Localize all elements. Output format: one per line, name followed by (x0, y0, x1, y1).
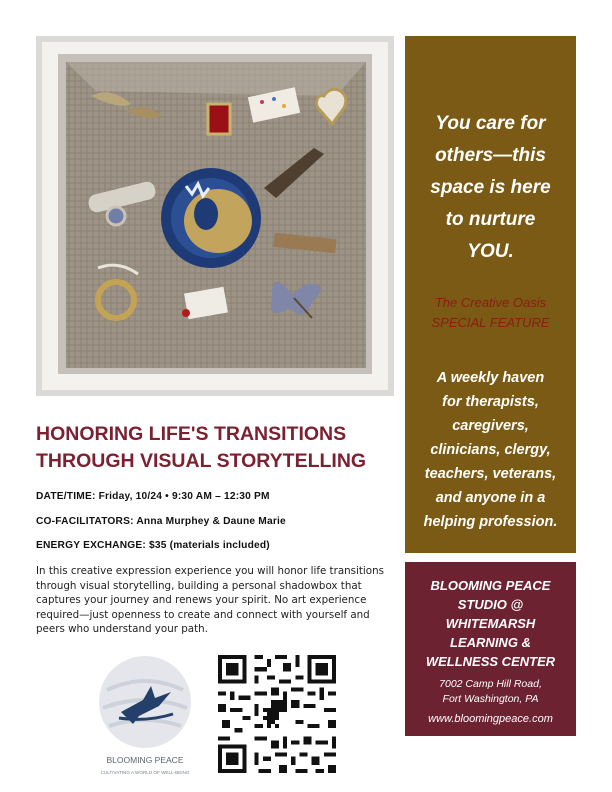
description: In this creative expression experience you will honor life transitions through visual storytelling, building a personal shadowbox that captures your journey and renews your spirit. No art experience required—just openness to create and connect with yourself and peers who understand your path. (36, 565, 384, 636)
studio-name: BLOOMING PEACE STUDIO @ WHITEMARSH LEARNING & WELLNESS CENTER (425, 578, 556, 669)
qr-code[interactable] (218, 655, 336, 773)
address: 7002 Camp Hill Road, Fort Washington, PA (439, 678, 542, 705)
location-panel (405, 562, 576, 736)
energy-exchange-line: ENERGY EXCHANGE: $35 (materials included) (36, 540, 270, 551)
tagline: You care for others—this space is here to nurture YOU. (430, 113, 551, 262)
sidebar-panel (405, 36, 576, 553)
logo-name: BLOOMING PEACE (106, 755, 184, 765)
cofacilitators-line: CO-FACILITATORS: Anna Murphey & Daune Marie (36, 516, 286, 527)
blooming-peace-logo (85, 650, 205, 780)
website-link[interactable]: www.bloomingpeace.com (428, 713, 553, 725)
audience-text: A weekly haven for therapists, caregivers, clinicians, clergy, teachers, veterans, and anyone in a helping profession. (423, 370, 558, 530)
datetime-line: DATE/TIME: Friday, 10/24 • 9:30 AM – 12:30 PM (36, 491, 270, 502)
event-title: HONORING LIFE'S TRANSITIONS THROUGH VISUAL STORYTELLING (36, 423, 367, 472)
feature-label: The Creative Oasis SPECIAL FEATURE (431, 295, 550, 330)
shadowbox-photo (36, 36, 394, 396)
logo-subtitle: CULTIVATING A WORLD OF WELL-BEING (100, 770, 190, 775)
